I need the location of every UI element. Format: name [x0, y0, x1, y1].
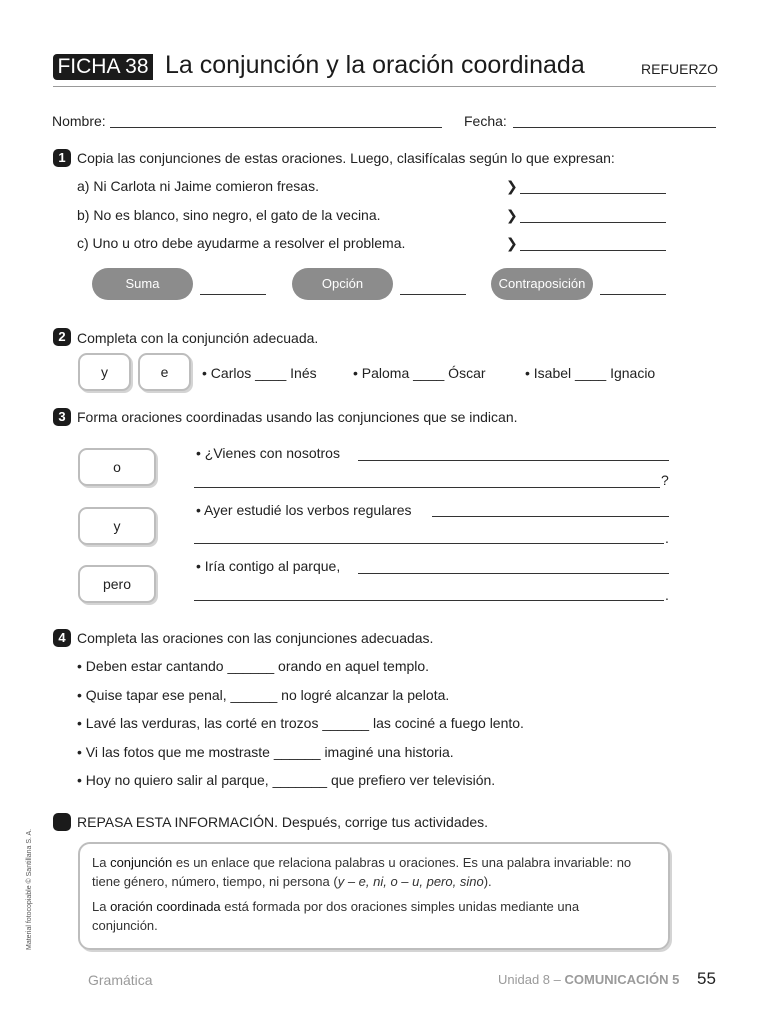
category-opcion: Opción [292, 268, 393, 300]
exercise-4-item: • Lavé las verduras, las corté en trozos ______ las cociné a fuego lento. [77, 715, 524, 731]
exercise-2-instruction: Completa con la conjunción adecuada. [77, 330, 319, 346]
exercise-4-item: • Vi las fotos que me mostraste ______ imaginé una historia. [77, 744, 454, 760]
review-marker [53, 813, 71, 831]
name-field[interactable] [110, 127, 442, 128]
date-field[interactable] [513, 127, 716, 128]
page-number: 55 [697, 969, 716, 988]
exercise-3-prompt: • Ayer estudié los verbos regulares [196, 502, 412, 518]
answer-line[interactable] [358, 573, 669, 574]
page-title: La conjunción y la oración coordinada [165, 51, 585, 79]
exercise-3-prompt: • ¿Vienes con nosotros [196, 445, 340, 461]
category-contraposicion: Contraposición [491, 268, 593, 300]
exercise-2-item: • Isabel ____ Ignacio [525, 365, 656, 381]
info-paragraph-oracion: La oración coordinada está formada por dos oraciones simples unidas mediante una conjunción. [92, 899, 580, 933]
sentence-end-mark: . [665, 587, 669, 603]
exercise-2-item: • Paloma ____ Óscar [353, 365, 486, 381]
conjunction-tag-pero: pero [78, 565, 156, 603]
side-copyright: Material fotocopiable © Santillana S. A. [26, 828, 33, 950]
option-tag-e: e [138, 353, 191, 391]
exercise-1-item-c: c) Uno u otro debe ayudarme a resolver el problema. [77, 235, 406, 251]
date-label: Fecha: [464, 113, 507, 129]
conjunction-tag-y: y [78, 507, 156, 545]
exercise-3-prompt: • Iría contigo al parque, [196, 558, 341, 574]
name-label: Nombre: [52, 113, 106, 129]
answer-line[interactable] [194, 600, 664, 601]
answer-line[interactable] [358, 460, 669, 461]
exercise-3-number: 3 [53, 408, 71, 426]
option-tag-y: y [78, 353, 131, 391]
ficha-badge: FICHA 38 [53, 54, 153, 80]
review-heading: REPASA ESTA INFORMACIÓN. Después, corrige tus actividades. [77, 814, 489, 830]
arrow-icon: ❯ [506, 178, 518, 194]
conjunction-tag-o: o [78, 448, 156, 486]
category-opcion-line[interactable] [400, 294, 466, 295]
info-paragraph-conjuncion: La conjunción es un enlace que relaciona palabras u oraciones. Es una palabra invariable: no tiene género, número, tiempo, ni persona (y – e, ni, o – u, pero, sino). [92, 855, 632, 889]
exercise-2-number: 2 [53, 328, 71, 346]
arrow-icon: ❯ [506, 235, 518, 251]
sentence-end-mark: ? [661, 472, 669, 488]
exercise-4-item: • Hoy no quiero salir al parque, _______ que prefiero ver televisión. [77, 772, 496, 788]
exercise-4-item: • Quise tapar ese penal, ______ no logré alcanzar la pelota. [77, 687, 450, 703]
exercise-4-number: 4 [53, 629, 71, 647]
exercise-4-item: • Deben estar cantando ______ orando en aquel templo. [77, 658, 430, 674]
exercise-1-instruction: Copia las conjunciones de estas oraciones. Luego, clasifícalas según lo que expresan: [77, 150, 615, 166]
answer-line-c[interactable] [520, 250, 666, 251]
sentence-end-mark: . [665, 530, 669, 546]
level-label: REFUERZO [641, 61, 718, 77]
category-suma-line[interactable] [200, 294, 266, 295]
exercise-2-item: • Carlos ____ Inés [202, 365, 317, 381]
exercise-1-item-a: a) Ni Carlota ni Jaime comieron fresas. [77, 178, 319, 194]
category-suma: Suma [92, 268, 193, 300]
answer-line-a[interactable] [520, 193, 666, 194]
exercise-1-number: 1 [53, 149, 71, 167]
exercise-4-instruction: Completa las oraciones con las conjunciones adecuadas. [77, 630, 434, 646]
footer-section: Gramática [88, 972, 153, 988]
answer-line-b[interactable] [520, 222, 666, 223]
category-contraposicion-line[interactable] [600, 294, 666, 295]
exercise-3-instruction: Forma oraciones coordinadas usando las conjunciones que se indican. [77, 409, 518, 425]
answer-line[interactable] [432, 516, 669, 517]
footer-unit: Unidad 8 – COMUNICACIÓN 5 [498, 972, 680, 987]
answer-line[interactable] [194, 487, 660, 488]
answer-line[interactable] [194, 543, 664, 544]
header-rule [53, 86, 716, 87]
arrow-icon: ❯ [506, 207, 518, 223]
exercise-1-item-b: b) No es blanco, sino negro, el gato de la vecina. [77, 207, 381, 223]
